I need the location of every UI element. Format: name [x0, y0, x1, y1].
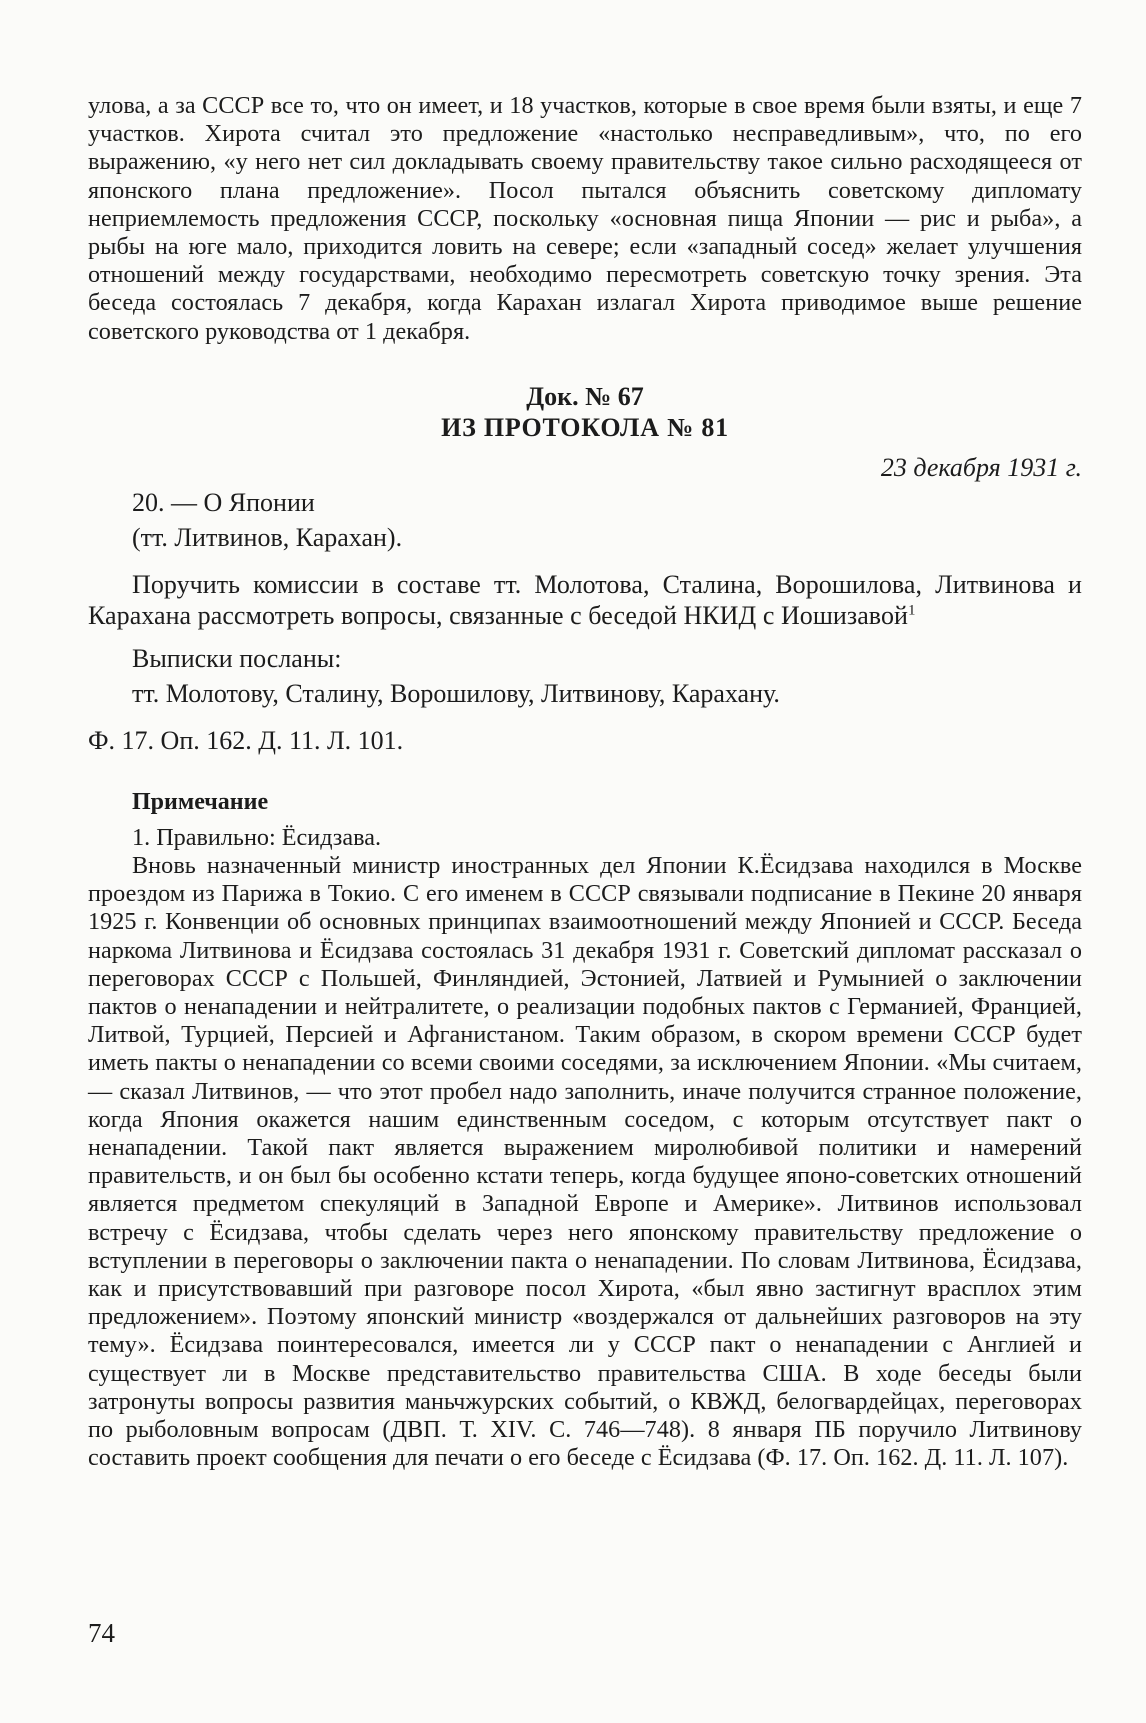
- copies-recipients: тт. Молотову, Сталину, Ворошилову, Литвинову, Карахану.: [132, 678, 780, 708]
- page-content: [88, 92, 1082, 1473]
- document-number: Док. № 67: [526, 381, 644, 411]
- agenda-item: 20. — О Японии: [132, 487, 315, 517]
- footnote-marker: 1: [907, 602, 916, 619]
- archive-reference: Ф. 17. Оп. 162. Д. 11. Л. 101.: [88, 725, 404, 755]
- document-title: ИЗ ПРОТОКОЛА № 81: [441, 412, 729, 442]
- agenda-speakers: (тт. Литвинов, Карахан).: [132, 522, 403, 552]
- page-number: 74: [88, 1618, 115, 1648]
- note-item-1: 1. Правильно: Ёсидзава.: [132, 823, 381, 851]
- copies-label: Выписки посланы:: [132, 643, 342, 673]
- decision-text: Поручить комиссии в составе тт. Молотова, Сталина, Ворошилова, Литвинова и Карахана рассмотреть вопросы, связанные с беседой НКИД с Иошизавой: [88, 569, 1082, 630]
- note-body: Вновь назначенный министр иностранных дел Японии К.Ёсидзава находился в Москве проездом из Парижа в Токио. С его именем в СССР связывали подписание в Пекине 20 января 1925 г. Конвенции об основных принципах взаимоотношений между Японией и СССР. Беседа наркома Литвинова и Ёсидзава состоялась 31 декабря 1931 г. Советский дипломат рассказал о переговорах СССР с Польшей, Финляндией, Эстонией, Латвией и Румынией о заключении пактов о ненападении и нейтралитете, о реализации подобных пактов с Германией, Францией, Литвой, Турцией, Персией и Афганистаном. Таким образом, в скором времени СССР будет иметь пакты о ненападении со всеми своими соседями, за исключением Японии. «Мы считаем, — сказал Литвинов, — что этот пробел надо заполнить, иначе получится странное положение, когда Япония окажется нашим единственным соседом, с которым отсутствует пакт о ненападении. Такой пакт является выражением миролюбивой политики и намерений правительств, и он был бы особенно кстати теперь, когда будущее японо-советских отношений является предметом спекуляций в Западной Европе и Америке». Литвинов использовал встречу с Ёсидзава, чтобы сделать через него японскому правительству предложение о вступлении в переговоры о заключении пакта о ненападении. По словам Литвинова, Ёсидзава, как и присутствовавший при разговоре посол Хирота, «был явно застигнут врасплох этим предложением». Поэтому японский министр «воздержался от дальнейших разговоров на эту тему». Ёсидзава поинтересовался, имеется ли у СССР пакт о ненападении с Англией и существует ли в Москве представительство правительства США. В ходе беседы были затронуты вопросы развития маньчжурских событий, о КВЖД, белогвардейцах, переговорах по рыболовным вопросам (ДВП. Т. XIV. С. 746—748). 8 января ПБ поручило Литвинову составить проект сообщения для печати о его беседе с Ёсидзава (Ф. 17. Оп. 162. Д. 11. Л. 107).: [88, 852, 1082, 1472]
- decision-paragraph: [88, 569, 1082, 631]
- note-heading: Примечание: [132, 788, 269, 815]
- intro-paragraph: улова, а за СССР все то, что он имеет, и 18 участков, которые в свое время были взяты, и еще 7 участков. Хирота считал это предложение «настолько несправедливым», что, по его выражению, «у него нет сил докладывать своему правительству такое сильно расходящееся от японского плана предложение». Посол пытался объяснить советскому дипломату неприемлемость предложения СССР, поскольку «основная пища Японии — рис и рыба», а рыбы на юге мало, приходится ловить на севере; если «западный сосед» желает улучшения отношений между государствами, необходимо пересмотреть советскую точку зрения. Эта беседа состоялась 7 декабря, когда Карахан излагал Хирота приводимое выше решение советского руководства от 1 декабря.: [88, 92, 1082, 345]
- document-date: 23 декабря 1931 г.: [880, 452, 1082, 482]
